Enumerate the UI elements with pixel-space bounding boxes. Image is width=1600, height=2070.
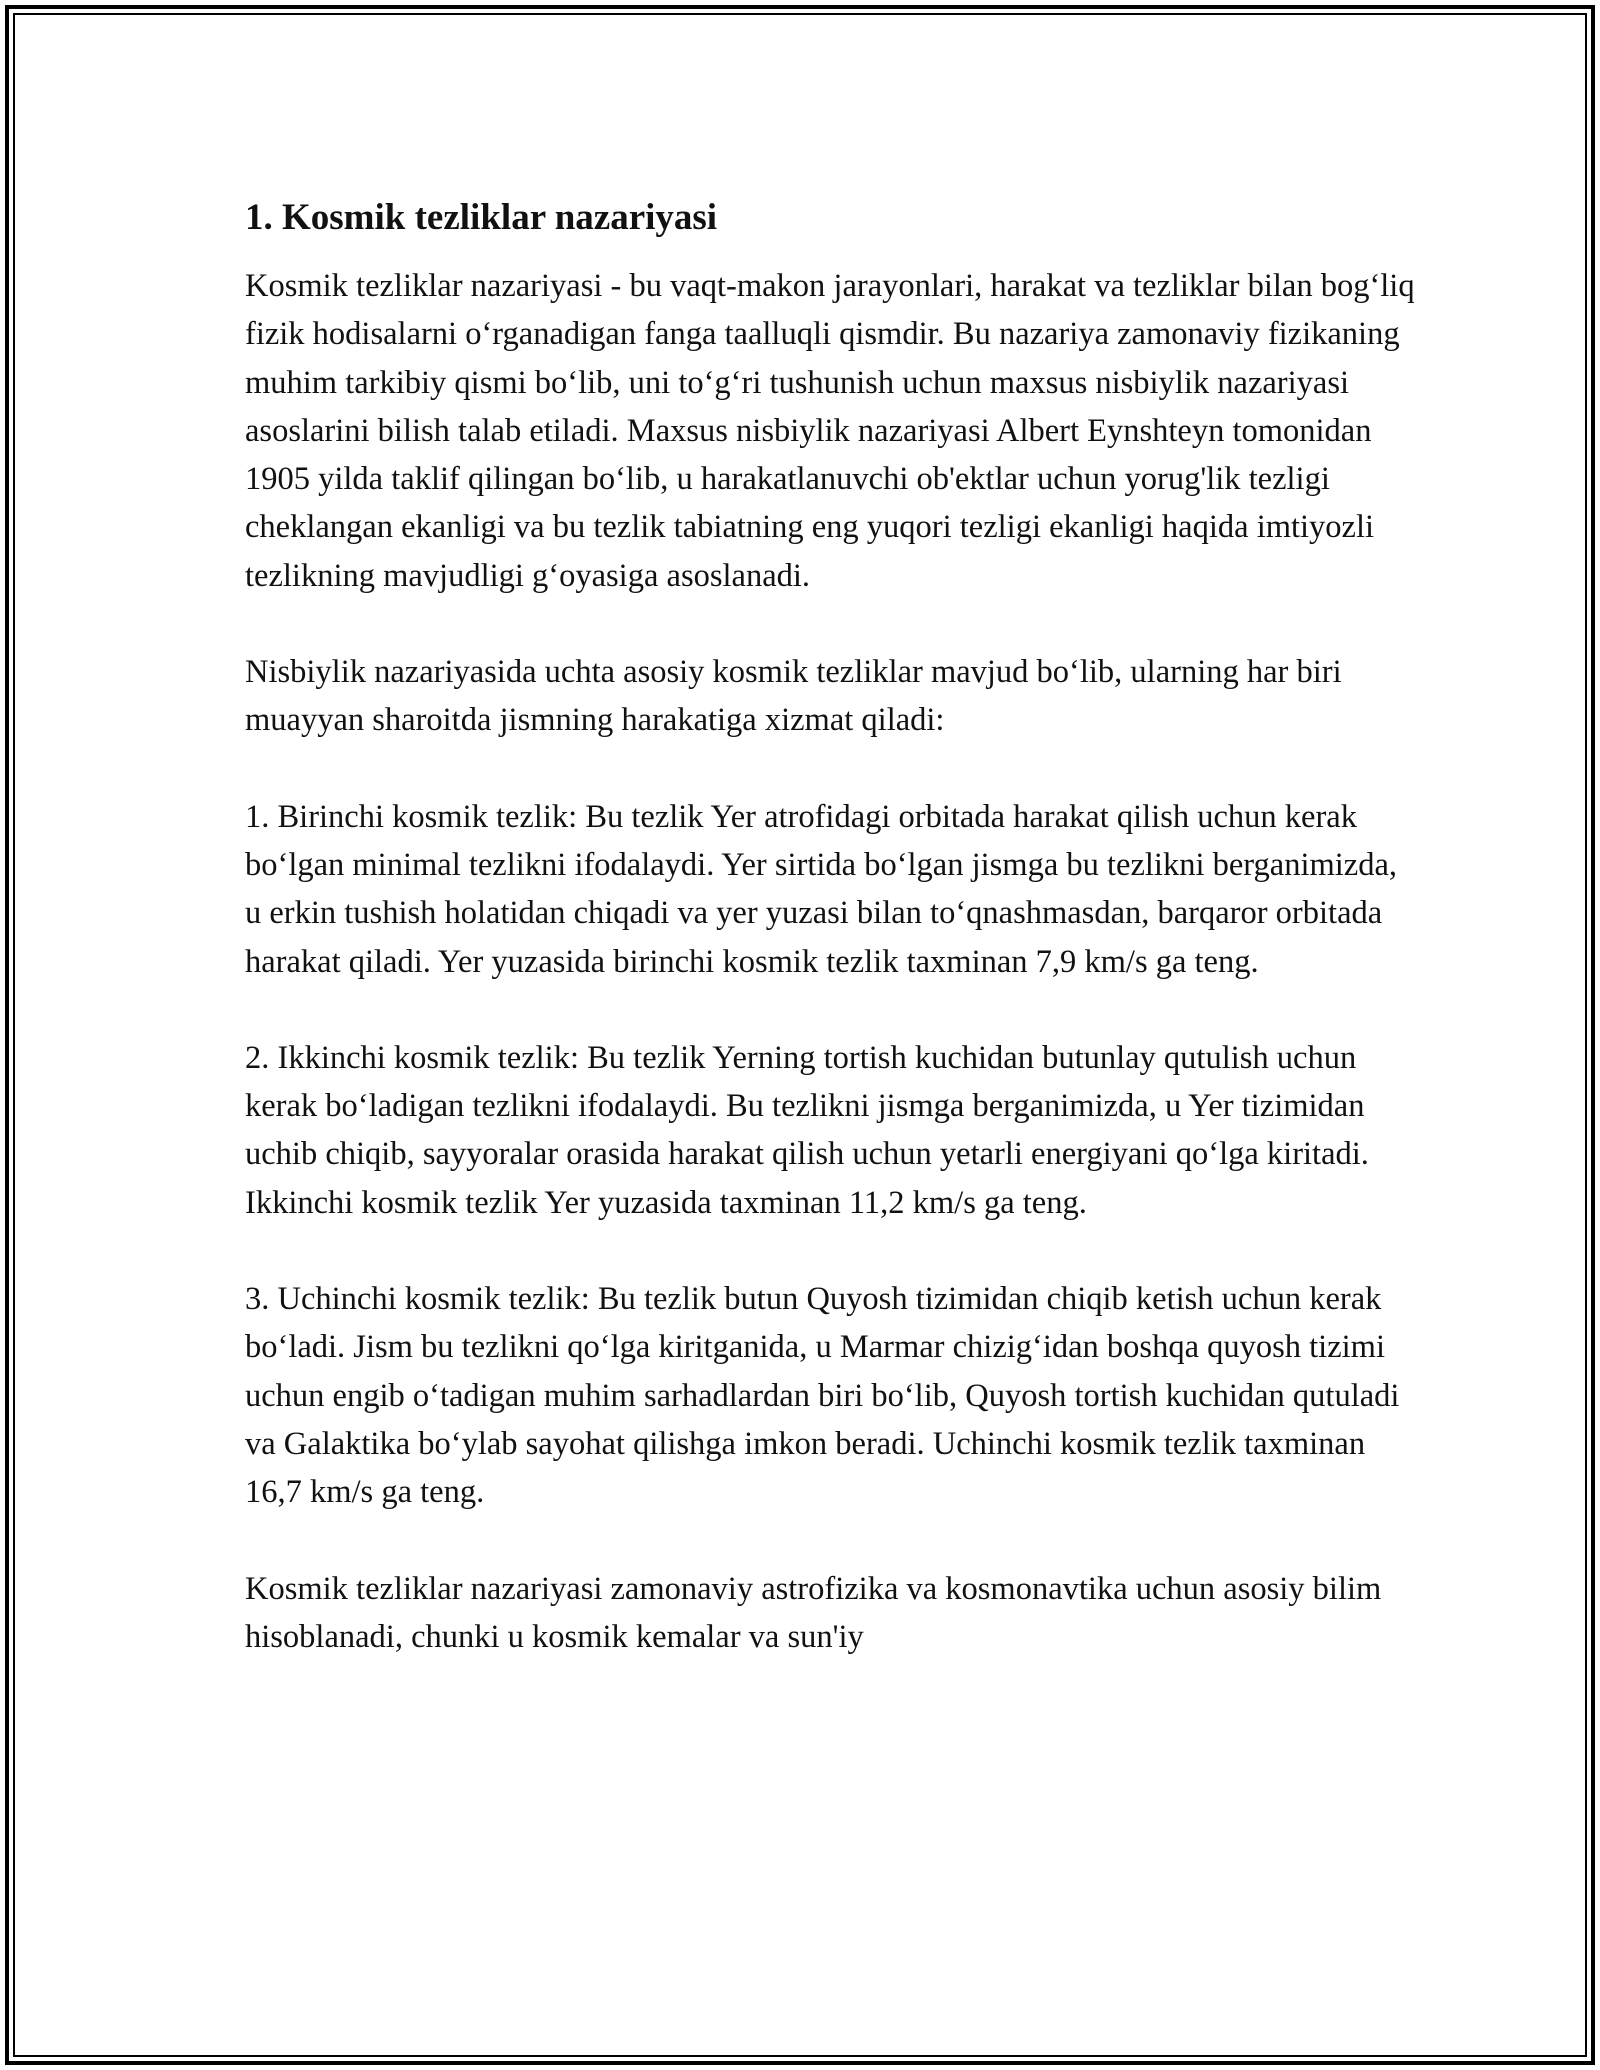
- page-frame: [5, 5, 1595, 2065]
- paragraph-overview: Nisbiylik nazariyasida uchta asosiy kosmik tezliklar mavjud bo‘lib, ularning har biri muayyan sharoitda jismning harakatiga xizmat qiladi:: [245, 654, 1342, 739]
- paragraph-first-cosmic-velocity: 1. Birinchi kosmik tezlik: Bu tezlik Yer atrofidagi orbitada harakat qilish uchun kerak bo‘lgan minimal tezlikni ifodalaydi. Yer sirtida bo‘lgan jismga bu tezlikni berganimizda, u erkin tushish holatidan chiqadi va yer yuzasi bilan to‘qnashmasdan, barqaror orbitada harakat qiladi. Yer yuzasida birinchi kosmik tezlik taxminan 7,9 km/s ga teng.: [245, 798, 1398, 980]
- section-heading: 1. Kosmik tezliklar nazariyasi: [245, 197, 718, 238]
- paragraph-conclusion: Kosmik tezliklar nazariyasi zamonaviy astrofizika va kosmonavtika uchun asosiy bilim hisoblanadi, chunki u kosmik kemalar va sun'iy: [245, 1570, 1382, 1655]
- document-content: [245, 194, 1415, 1709]
- paragraph-second-cosmic-velocity: 2. Ikkinchi kosmik tezlik: Bu tezlik Yerning tortish kuchidan butunlay qutulish uchun kerak bo‘ladigan tezlikni ifodalaydi. Bu tezlikni jismga berganimizda, u Yer tizimidan uchib chiqib, sayyoralar orasida harakat qilish uchun yetarli energiyani qo‘lga kiritadi. Ikkinchi kosmik tezlik Yer yuzasida taxminan 11,2 km/s ga teng.: [245, 1039, 1369, 1221]
- paragraph-intro: Kosmik tezliklar nazariyasi - bu vaqt-makon jarayonlari, harakat va tezliklar bilan bog‘liq fizik hodisalarni o‘rganadigan fanga taalluqli qismdir. Bu nazariya zamonaviy fizikaning muhim tarkibiy qismi bo‘lib, uni to‘g‘ri tushunish uchun maxsus nisbiylik nazariyasi asoslarini bilish talab etiladi. Maxsus nisbiylik nazariyasi Albert Eynshteyn tomonidan 1905 yilda taklif qilingan bo‘lib, u harakatlanuvchi ob'ektlar uchun yorug'lik tezligi cheklangan ekanligi va bu tezlik tabiatning eng yuqori tezligi ekanligi haqida imtiyozli tezlikning mavjudligi g‘oyasiga asoslanadi.: [245, 268, 1415, 594]
- paragraph-third-cosmic-velocity: 3. Uchinchi kosmik tezlik: Bu tezlik butun Quyosh tizimidan chiqib ketish uchun kerak bo‘ladi. Jism bu tezlikni qo‘lga kiritganida, u Marmar chizig‘idan boshqa quyosh tizimi uchun engib o‘tadigan muhim sarhadlardan biri bo‘lib, Quyosh tortish kuchidan qutuladi va Galaktika bo‘ylab sayohat qilishga imkon beradi. Uchinchi kosmik tezlik taxminan 16,7 km/s ga teng.: [245, 1281, 1400, 1511]
